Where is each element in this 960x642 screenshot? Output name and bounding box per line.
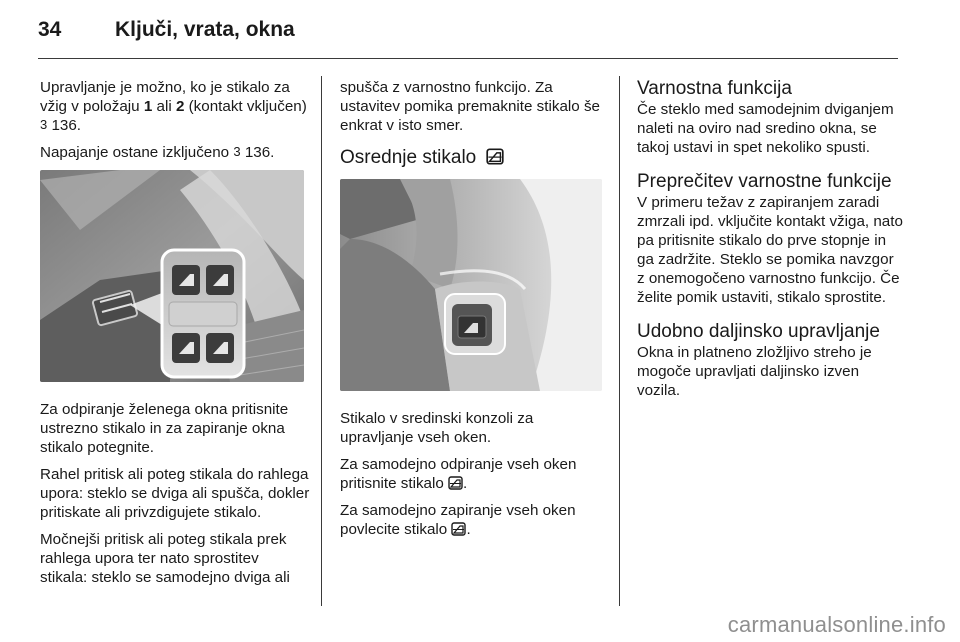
section-heading-safety: Varnostna funkcija: [637, 78, 792, 99]
text: .: [466, 521, 471, 538]
section-heading-central-switch: [340, 147, 610, 169]
column-divider-2: [619, 76, 620, 606]
text: Za samodejno zapiranje vseh oken povlecite stikalo: [340, 502, 576, 538]
page-ref[interactable]: 136.: [47, 117, 82, 134]
door-window-switch-illustration: [40, 170, 304, 382]
text: (kontakt vključen): [184, 98, 307, 115]
column-2: [340, 78, 610, 547]
paragraph-console-switch: Stikalo v sredinski konzoli za upravljanje vseh oken.: [340, 410, 534, 446]
page-title: Ključi, vrata, okna: [115, 18, 295, 41]
cross-reference-icon[interactable]: 3: [40, 117, 48, 132]
paragraph-power: [40, 143, 310, 162]
text: ali: [152, 98, 176, 115]
paragraph-open-close: Za odpiranje želenega okna pritisnite ustrezno stikalo in za zapiranje okna stikalo potegnite.: [40, 401, 289, 456]
text: Upravljanje je možno, ko je stikalo za vžig v položaju: [40, 79, 290, 115]
paragraph-auto-open: [340, 455, 610, 493]
section-heading-remote: Udobno daljinsko upravljanje: [637, 321, 880, 342]
header-rule: [38, 58, 898, 59]
text: Za samodejno odpiranje vseh oken pritisnite stikalo: [340, 456, 577, 492]
page-ref[interactable]: 136.: [240, 144, 275, 161]
section-heading-override: Preprečitev varnostne funkcije: [637, 171, 892, 192]
cross-reference-icon[interactable]: 3: [233, 144, 241, 159]
position-2: 2: [175, 98, 185, 115]
window-switch-icon: [451, 522, 466, 536]
paragraph-strong-press: Močnejši pritisk ali poteg stikala prek rahlega upora ter nato sprostitev stikala: steklo se samodejno dviga ali: [40, 531, 290, 586]
paragraph-remote: Okna in platneno zložljivo streho je mogoče upravljati daljinsko izven vozila.: [637, 344, 872, 399]
watermark: carmanualsonline.info: [727, 612, 946, 637]
column-1: [40, 78, 310, 595]
page-number: 34: [38, 18, 62, 41]
paragraph-override: V primeru težav z zapiranjem zaradi zmrzali ipd. vključite kontakt vžiga, nato pa pritisnite stikalo do prve stopnje in ga zadržite. Steklo se pomika navzgor z onemogočeno varnostno funkcijo. Če želite pomik ustaviti, stikalo sprostite.: [637, 194, 903, 306]
text: Napajanje ostane izključeno: [40, 144, 234, 161]
paragraph-auto-close: [340, 501, 610, 539]
position-1: 1: [143, 98, 153, 115]
paragraph-safety: Če steklo med samodejnim dviganjem naleti na oviro nad sredino okna, se takoj ustavi in spet nekoliko spusti.: [637, 101, 894, 156]
heading-text: Osrednje stikalo: [340, 147, 477, 168]
center-console-switch-illustration: [340, 179, 602, 391]
window-switch-icon: [448, 476, 463, 490]
paragraph-light-press: Rahel pritisk ali poteg stikala do rahlega upora: steklo se dviga ali spušča, dokler pritiskate ali privzdigujete stikalo.: [40, 466, 310, 521]
column-divider-1: [321, 76, 322, 606]
paragraph-ignition: [40, 78, 310, 135]
window-switch-icon: [486, 148, 504, 165]
text: .: [463, 475, 468, 492]
paragraph-continued: spušča z varnostno funkcijo. Za ustavitev pomika premaknite stikalo še enkrat v isto smer.: [340, 79, 600, 134]
column-3: [637, 78, 905, 408]
